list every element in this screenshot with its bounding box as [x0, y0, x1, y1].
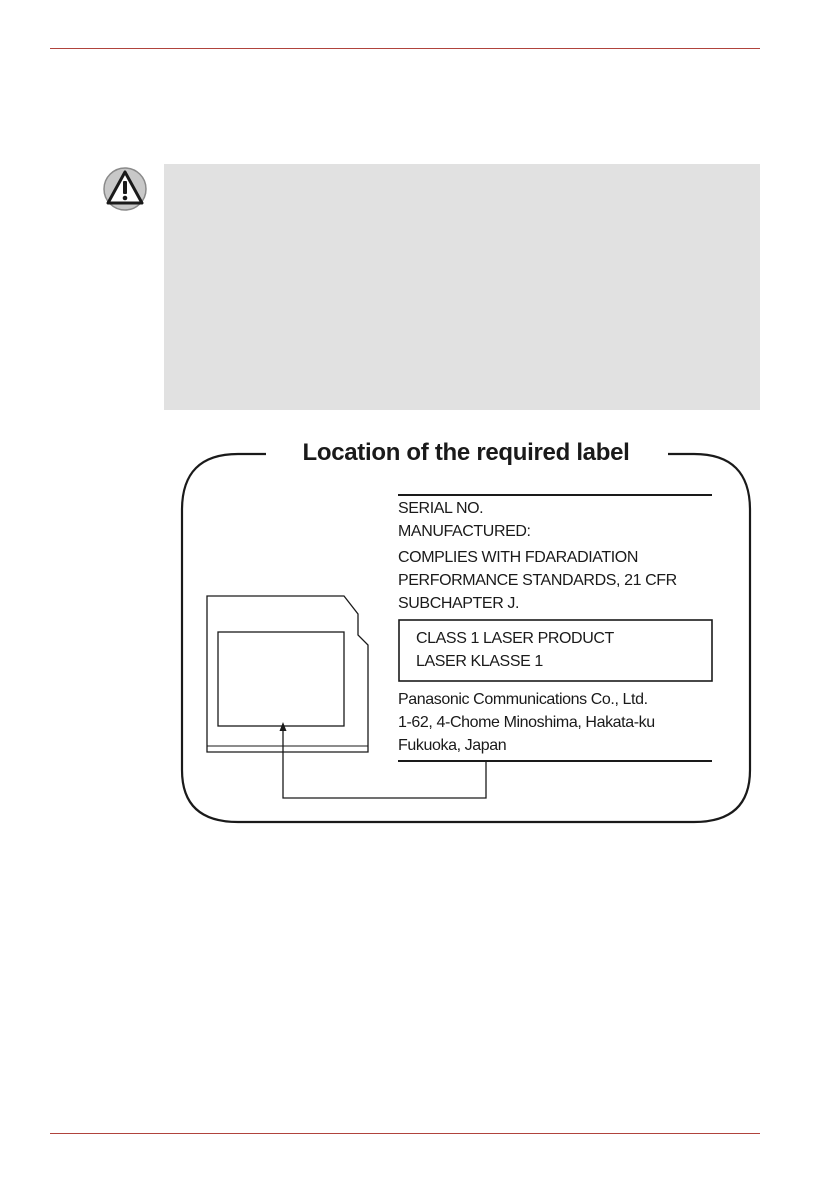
header-rule — [50, 48, 760, 49]
label-serial: SERIAL NO. — [398, 500, 484, 517]
required-label-figure — [178, 430, 754, 830]
label-complies-1: COMPLIES WITH FDARADIATION — [398, 549, 638, 566]
caution-panel — [164, 164, 760, 410]
label-class-1: CLASS 1 LASER PRODUCT — [416, 630, 614, 647]
label-maker-2: 1-62, 4-Chome Minoshima, Hakata-ku — [398, 714, 655, 731]
label-maker-1: Panasonic Communications Co., Ltd. — [398, 691, 648, 708]
label-complies-2: PERFORMANCE STANDARDS, 21 CFR — [398, 572, 677, 589]
figure-title — [178, 438, 754, 468]
figure-title-text: Location of the required label — [296, 438, 635, 468]
label-class-2: LASER KLASSE 1 — [416, 653, 543, 670]
label-manufactured: MANUFACTURED: — [398, 523, 531, 540]
warning-triangle-icon — [102, 166, 148, 212]
label-complies-3: SUBCHAPTER J. — [398, 595, 520, 612]
label-maker-3: Fukuoka, Japan — [398, 737, 507, 754]
footer-rule — [50, 1133, 760, 1134]
